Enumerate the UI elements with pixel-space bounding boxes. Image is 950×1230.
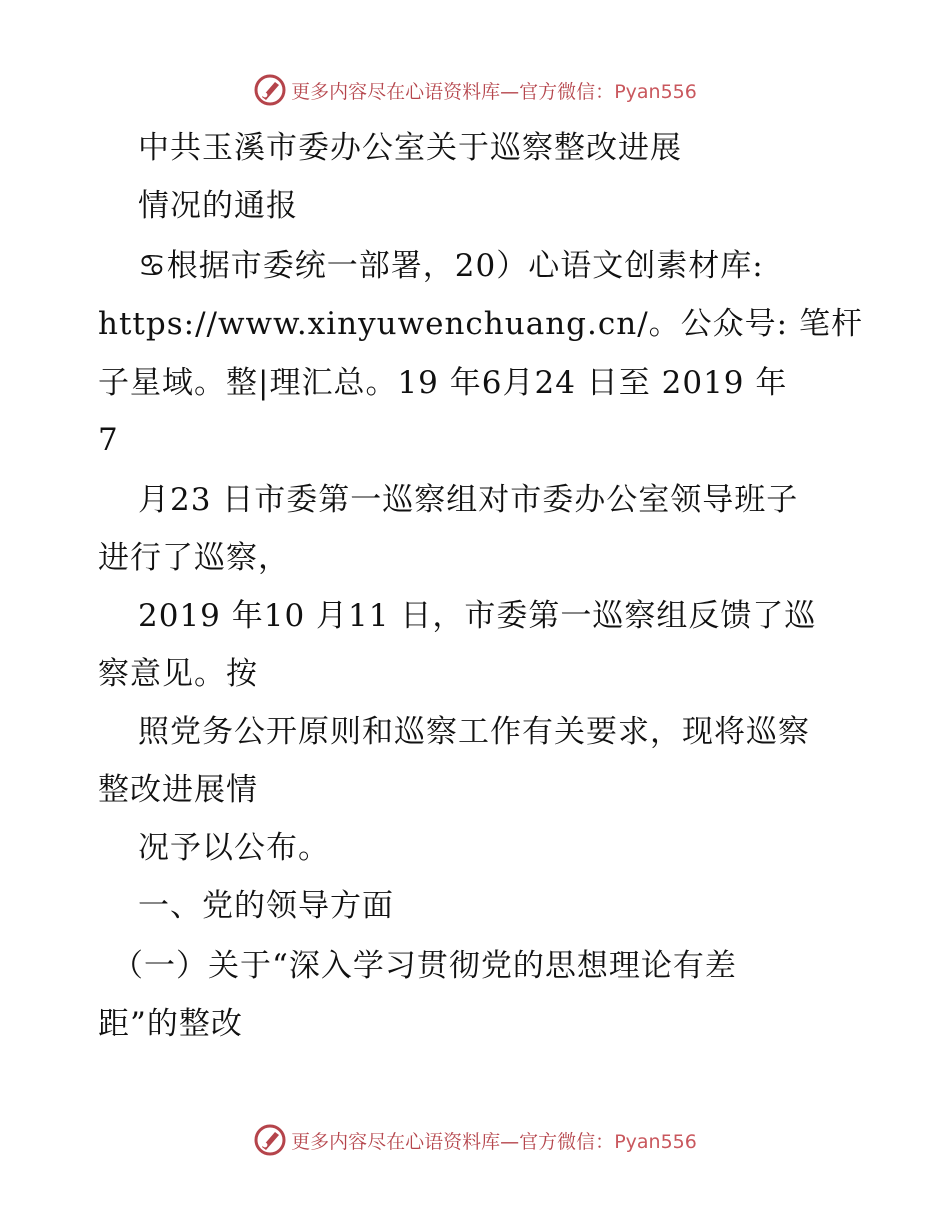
doc-paragraph-line: 月23 日市委第一巡察组对市委办公室领导班子 (138, 482, 799, 518)
doc-paragraph-line: 2019 年10 月11 日，市委第一巡察组反馈了巡 (138, 598, 817, 634)
watermark-separator: — (500, 1130, 520, 1153)
doc-subsection-heading: 距”的整改 (98, 1006, 243, 1042)
watermark-wechat-label: 官方微信： (519, 80, 615, 103)
watermark-title: 更多内容尽在心语资料库 (291, 1130, 501, 1153)
doc-paragraph-line: 况予以公布。 (138, 830, 330, 866)
doc-paragraph-line: 照党务公开原则和巡察工作有关要求，现将巡察 (138, 714, 810, 750)
doc-paragraph-line: https://www.xinyuwenchuang.cn/。公众号: 笔杆 (98, 306, 863, 342)
watermark-wechat-label: 官方微信： (519, 1130, 615, 1153)
watermark-wechat-id: Pyan556 (614, 1130, 697, 1153)
watermark-title: 更多内容尽在心语资料库 (291, 80, 501, 103)
doc-subsection-heading: （一）关于“深入学习贯彻党的思想理论有差 (112, 948, 737, 984)
swirl-icon: ♋ (138, 248, 167, 284)
watermark-wechat-id: Pyan556 (614, 80, 697, 103)
doc-text: 根据市委统一部署，20）心语文创素材库: (166, 248, 764, 284)
watermark-footer (0, 1120, 950, 1160)
watermark-header (0, 70, 950, 110)
doc-paragraph-line: 7 (98, 422, 119, 458)
doc-paragraph-line: 整改进展情 (98, 772, 258, 808)
doc-title-line-1: 中共玉溪市委办公室关于巡察整改进展 (138, 130, 682, 166)
doc-paragraph-line: 子星域。整|理汇总。19 年6月24 日至 2019 年 (98, 365, 788, 401)
doc-section-heading: 一、党的领导方面 (138, 888, 394, 924)
pen-logo-icon (253, 1123, 287, 1157)
pen-logo-icon (253, 73, 287, 107)
doc-paragraph-line: 进行了巡察， (98, 540, 290, 576)
doc-title-line-2: 情况的通报 (138, 188, 298, 224)
doc-paragraph-line: 察意见。按 (98, 656, 258, 692)
doc-paragraph-line (138, 246, 764, 286)
watermark-separator: — (500, 80, 520, 103)
